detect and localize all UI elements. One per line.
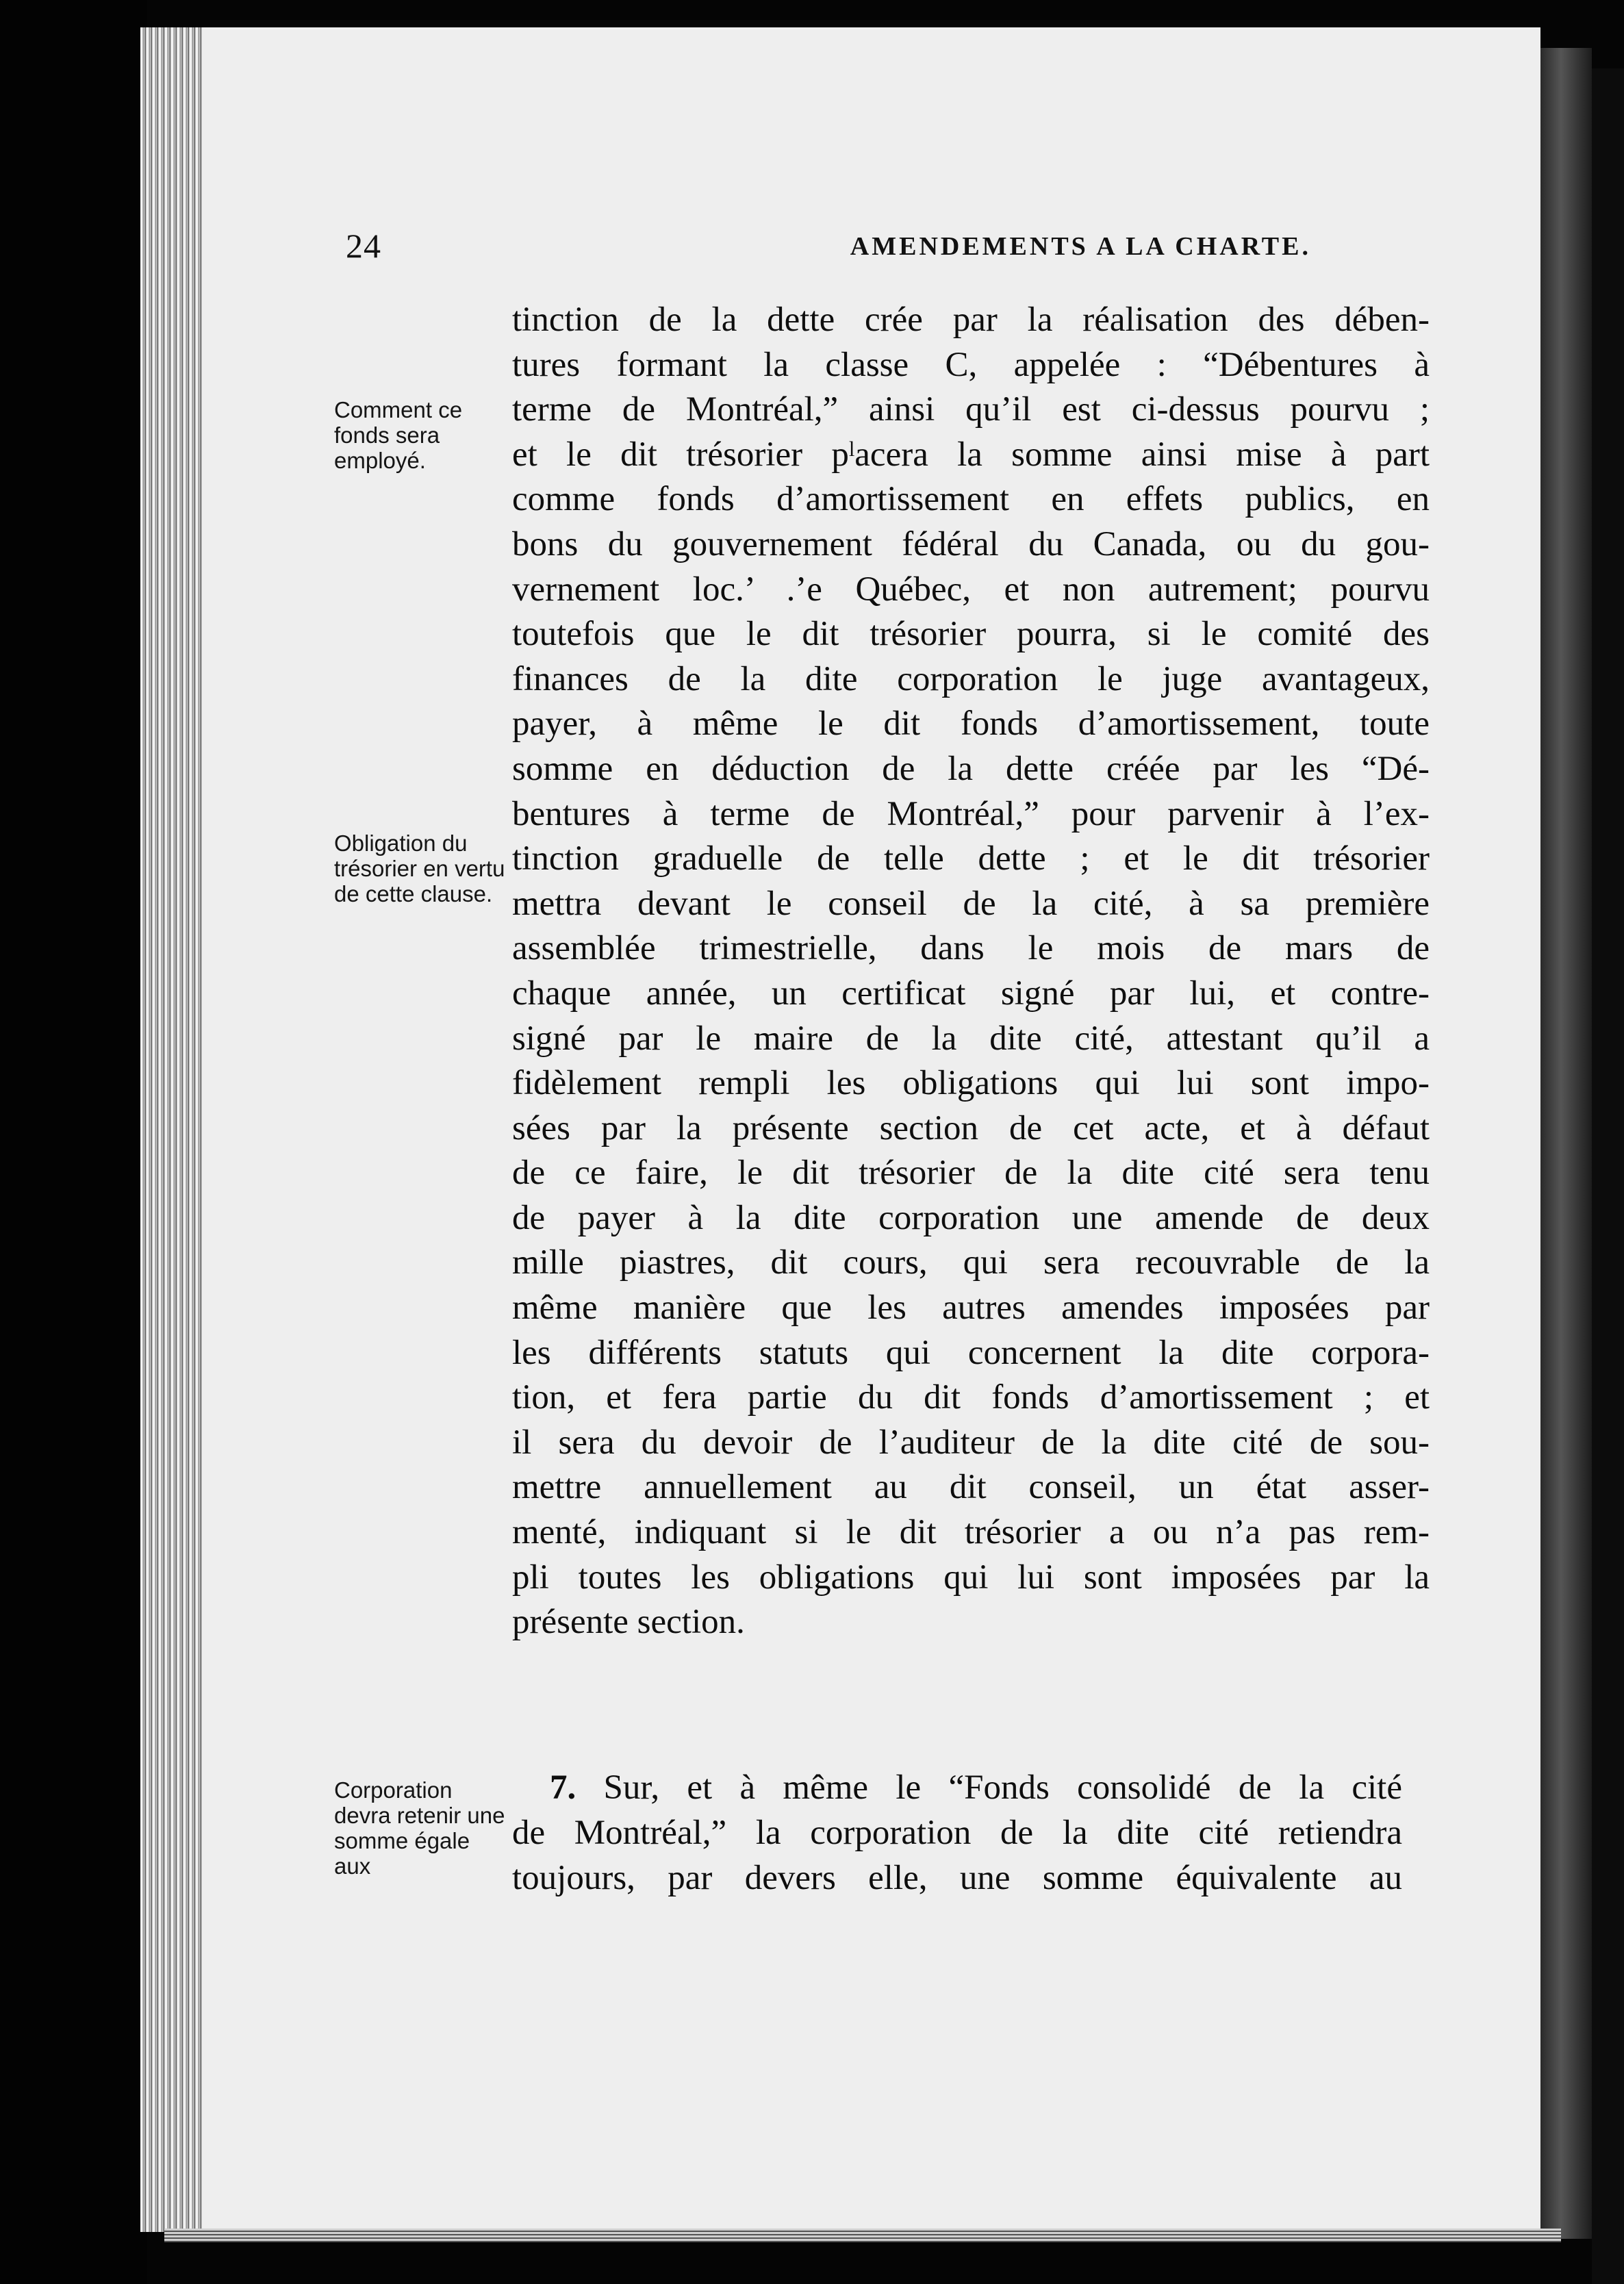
margin-note: Corporation devra retenir une somme égale aux (334, 1777, 505, 1879)
text-line: les différents statuts qui concernent la dite corpora- (512, 1333, 1430, 1372)
text-line: signé par le maire de la dite cité, attestant qu’il a (512, 1019, 1430, 1058)
text-line: mettre annuellement au dit conseil, un état asser- (512, 1468, 1430, 1507)
page-number: 24 (346, 227, 381, 265)
margin-note: Obligation du trésorier en vertu de cette clause. (334, 830, 505, 906)
text-line: somme en déduction de la dette créée par les “Dé- (512, 749, 1430, 788)
text-line: tures formant la classe C, appelée : “Débentures à (512, 345, 1430, 384)
text-line: chaque année, un certificat signé par lui, et contre- (512, 974, 1430, 1013)
section-number: 7. (550, 1768, 576, 1807)
scan-border-left (0, 0, 147, 2284)
text-line: tinction graduelle de telle dette ; et le dit trésorier (512, 839, 1430, 878)
text-line: bons du gouvernement fédéral du Canada, ou du gou- (512, 524, 1430, 563)
body-text (512, 298, 1430, 1645)
text-line: finances de la dite corporation le juge avantageux, (512, 659, 1430, 698)
running-head: AMENDEMENTS A LA CHARTE. (850, 232, 1311, 261)
text-line: il sera du devoir de l’auditeur de la dite cité de sou- (512, 1423, 1430, 1462)
text-line: de ce faire, le dit trésorier de la dite cité sera tenu (512, 1154, 1430, 1193)
margin-note: Comment ce fonds sera employé. (334, 397, 463, 473)
text-line: tion, et fera partie du dit fonds d’amortissement ; et (512, 1378, 1430, 1417)
text-line: toujours, par devers elle, une somme équivalente au (512, 1859, 1402, 1897)
text-line: présente section. (512, 1603, 745, 1642)
text-line: comme fonds d’amortissement en effets publics, en (512, 480, 1430, 519)
text-line: sées par la présente section de cet acte, et à défaut (512, 1108, 1430, 1147)
text-line: pli toutes les obligations qui lui sont imposées par la (512, 1558, 1430, 1597)
scan-border-right (1592, 68, 1624, 2284)
text-line: menté, indiquant si le dit trésorier a ou n’a pas rem- (512, 1513, 1430, 1552)
page-header (346, 226, 1311, 267)
text-line: de Montréal,” la corporation de la dite cité retiendra (512, 1814, 1402, 1852)
text-line: assemblée trimestrielle, dans le mois de mars de (512, 929, 1430, 968)
text-line: bentures à terme de Montréal,” pour parvenir à l’ex- (512, 794, 1430, 833)
text-line: Sur, et à même le “Fonds consolidé de la cité (603, 1768, 1402, 1807)
section-7 (512, 1765, 1402, 1901)
text-line: et le dit trésorier pˡacera la somme ainsi mise à part (512, 435, 1430, 474)
text-line: de payer à la dite corporation une amende de deux (512, 1198, 1430, 1237)
page-shadow-right (1540, 48, 1592, 2239)
page-bottom-edge (164, 2229, 1561, 2242)
text-line: fidèlement rempli les obligations qui lui sont impo- (512, 1064, 1430, 1103)
text-line: tinction de la dette crée par la réalisation des dében- (512, 301, 1430, 339)
text-line: vernement loc.’ .’e Québec, et non autrement; pourvu (512, 570, 1430, 609)
page-edges (140, 27, 209, 2232)
text-line: mille piastres, dit cours, qui sera recouvrable de la (512, 1243, 1430, 1282)
text-line: payer, à même le dit fonds d’amortissement, toute (512, 705, 1430, 744)
text-line: même manière que les autres amendes imposées par (512, 1289, 1430, 1328)
text-line: terme de Montréal,” ainsi qu’il est ci-dessus pourvu ; (512, 390, 1430, 429)
text-line: toutefois que le dit trésorier pourra, si le comité des (512, 615, 1430, 654)
section-first-line (512, 1765, 1402, 1810)
text-line: mettra devant le conseil de la cité, à sa première (512, 884, 1430, 923)
